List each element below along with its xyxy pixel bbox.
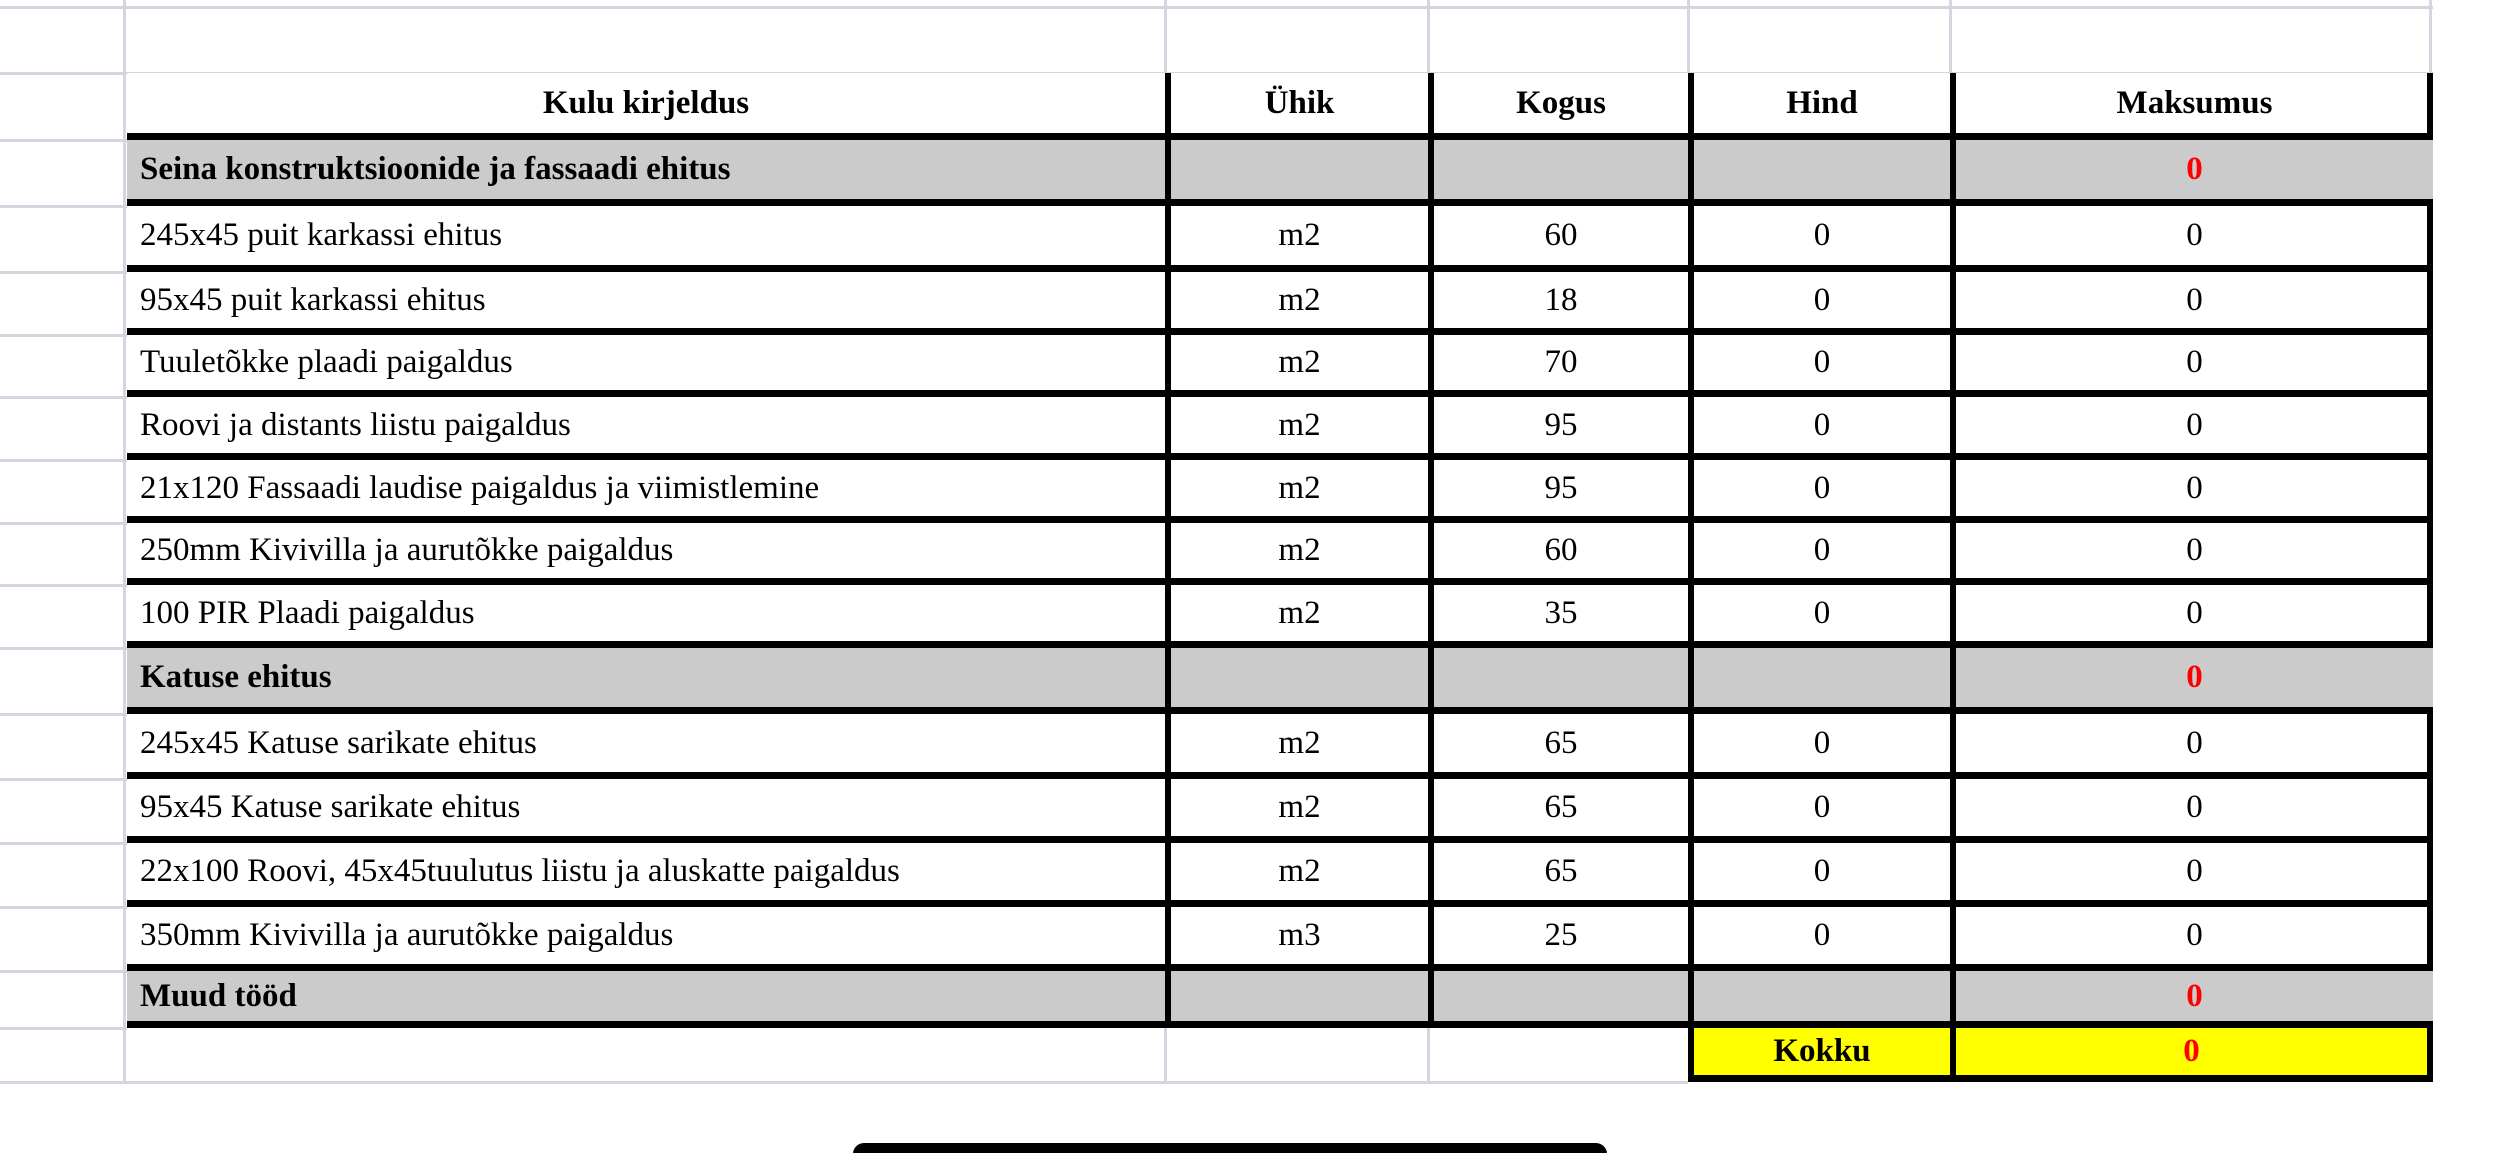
cell-price[interactable]: 0 xyxy=(1688,585,1950,641)
table-row xyxy=(127,843,2433,907)
table-row xyxy=(127,523,2433,585)
cell-total[interactable]: 0 xyxy=(1950,523,2433,578)
gridline-horizontal xyxy=(0,459,127,462)
total-row xyxy=(127,1028,2433,1082)
cell-unit[interactable]: m2 xyxy=(1165,843,1428,900)
cell-total[interactable]: 0 xyxy=(1950,335,2433,390)
cell-total[interactable] xyxy=(1950,971,2433,1021)
cell-description[interactable]: Katuse ehitus xyxy=(127,648,1165,707)
black-rounded-shape xyxy=(853,1143,1607,1153)
cell-unit[interactable]: m2 xyxy=(1165,714,1428,772)
cell-quantity[interactable]: 18 xyxy=(1428,272,1688,328)
section-row xyxy=(127,648,2433,714)
cell-price[interactable]: 0 xyxy=(1688,206,1950,265)
cell-unit[interactable]: m2 xyxy=(1165,523,1428,578)
cell-price[interactable]: 0 xyxy=(1688,460,1950,516)
section-row xyxy=(127,140,2433,206)
section-row xyxy=(127,971,2433,1028)
cell-price[interactable]: 0 xyxy=(1688,779,1950,836)
gridline-vertical xyxy=(123,0,126,1082)
cell-quantity[interactable]: 95 xyxy=(1428,460,1688,516)
gridline-vertical xyxy=(1164,0,1167,73)
cell-description[interactable]: 100 PIR Plaadi paigaldus xyxy=(140,594,475,631)
cell-description[interactable]: 22x100 Roovi, 45x45tuulutus liistu ja aluskatte paigaldus xyxy=(140,853,900,889)
gridline-horizontal xyxy=(0,842,127,845)
cell-price[interactable] xyxy=(1688,648,1950,707)
cell-quantity[interactable]: 60 xyxy=(1428,523,1688,578)
cell-description[interactable]: 95x45 puit karkassi ehitus xyxy=(140,281,486,318)
cell-unit[interactable] xyxy=(1165,648,1428,707)
gridline-horizontal xyxy=(0,396,127,399)
cell-total[interactable]: 0 xyxy=(1950,397,2433,453)
cell-description[interactable]: 95x45 Katuse sarikate ehitus xyxy=(140,789,521,825)
table-row xyxy=(127,272,2433,335)
cell-quantity[interactable]: 25 xyxy=(1428,907,1688,964)
gridline-horizontal xyxy=(0,647,127,650)
cell-total[interactable]: 0 xyxy=(1950,779,2433,836)
cell-unit[interactable]: m2 xyxy=(1165,206,1428,265)
table-row xyxy=(127,585,2433,648)
cell-price[interactable]: 0 xyxy=(1688,272,1950,328)
cell-quantity[interactable]: 65 xyxy=(1428,843,1688,900)
gridline-horizontal xyxy=(0,522,127,525)
gridline-horizontal xyxy=(0,584,127,587)
cell-price[interactable] xyxy=(1688,971,1950,1021)
cell-description[interactable]: 250mm Kivivilla ja aurutõkke paigaldus xyxy=(140,532,674,568)
cell-unit[interactable]: m3 xyxy=(1165,907,1428,964)
cell-total[interactable]: 0 xyxy=(1950,907,2433,964)
cell-quantity[interactable] xyxy=(1428,971,1688,1021)
cell-price[interactable]: 0 xyxy=(1688,843,1950,900)
total-alert-value: 0 xyxy=(2183,1033,2200,1069)
cell-description[interactable]: 245x45 puit karkassi ehitus xyxy=(140,217,503,253)
cell-total[interactable]: 0 xyxy=(1950,843,2433,900)
cell-total[interactable]: 0 xyxy=(1950,272,2433,328)
gridline-horizontal xyxy=(0,334,127,337)
cell-total[interactable] xyxy=(1950,140,2433,199)
cell-quantity[interactable]: 65 xyxy=(1428,714,1688,772)
table-row xyxy=(127,335,2433,397)
cell-unit[interactable] xyxy=(1165,971,1428,1021)
cell-price[interactable]: 0 xyxy=(1688,335,1950,390)
cell-price[interactable]: 0 xyxy=(1688,523,1950,578)
cell-price[interactable] xyxy=(1688,140,1950,199)
cell-quantity[interactable] xyxy=(1428,1028,1688,1082)
gridline-vertical xyxy=(1949,0,1952,73)
table-row xyxy=(127,206,2433,272)
gridline-horizontal xyxy=(0,906,127,909)
cell-quantity[interactable]: 35 xyxy=(1428,585,1688,641)
cell-quantity[interactable]: 60 xyxy=(1428,206,1688,265)
cell-quantity[interactable]: 70 xyxy=(1428,335,1688,390)
table-row xyxy=(127,714,2433,779)
column-header-hind[interactable]: Hind xyxy=(1688,73,1950,133)
cell-description[interactable]: 245x45 Katuse sarikate ehitus xyxy=(140,724,537,761)
cell-unit[interactable]: m2 xyxy=(1165,335,1428,390)
table-row xyxy=(127,779,2433,843)
cell-unit[interactable]: m2 xyxy=(1165,779,1428,836)
table-header-row xyxy=(127,73,2433,140)
cell-total[interactable]: 0 xyxy=(1950,206,2433,265)
gridline-vertical xyxy=(1687,0,1690,73)
gridline-vertical xyxy=(1427,0,1430,73)
gridline-horizontal xyxy=(0,713,127,716)
cell-description[interactable]: Muud tööd xyxy=(127,971,1165,1021)
gridline-horizontal xyxy=(0,1027,127,1030)
cell-unit[interactable]: m2 xyxy=(1165,272,1428,328)
table-row xyxy=(127,907,2433,971)
gridline-horizontal xyxy=(0,778,127,781)
cell-total[interactable]: 0 xyxy=(1950,714,2433,772)
cell-unit[interactable] xyxy=(1165,140,1428,199)
cell-quantity[interactable]: 65 xyxy=(1428,779,1688,836)
cell-quantity[interactable] xyxy=(1428,648,1688,707)
cell-price[interactable]: 0 xyxy=(1688,907,1950,964)
cell-unit[interactable] xyxy=(1165,1028,1428,1082)
cell-total[interactable] xyxy=(1950,648,2433,707)
cell-total[interactable] xyxy=(1950,1028,2433,1082)
cell-description[interactable]: 21x120 Fassaadi laudise paigaldus ja viimistlemine xyxy=(140,469,820,506)
column-header-maksumus[interactable]: Maksumus xyxy=(1950,73,2433,133)
cell-unit[interactable]: m2 xyxy=(1165,585,1428,641)
gridline-horizontal xyxy=(0,6,2433,9)
total-alert-value: 0 xyxy=(2186,977,2203,1014)
cell-description[interactable] xyxy=(127,1028,1165,1082)
gridline-horizontal xyxy=(0,139,127,142)
cell-unit[interactable]: m2 xyxy=(1165,397,1428,453)
cell-price[interactable]: Kokku xyxy=(1688,1028,1950,1082)
column-header-kogus[interactable]: Kogus xyxy=(1428,73,1688,133)
table-row xyxy=(127,460,2433,523)
cell-quantity[interactable] xyxy=(1428,140,1688,199)
gridline-horizontal xyxy=(0,205,127,208)
column-header-uhik[interactable]: Ühik xyxy=(1165,73,1428,133)
cell-description[interactable]: Roovi ja distants liistu paigaldus xyxy=(140,406,571,443)
gridline-vertical xyxy=(2429,0,2432,73)
cell-price[interactable]: 0 xyxy=(1688,714,1950,772)
cell-total[interactable]: 0 xyxy=(1950,585,2433,641)
cell-description[interactable]: 350mm Kivivilla ja aurutõkke paigaldus xyxy=(140,917,674,953)
cell-description[interactable]: Seina konstruktsioonide ja fassaadi ehitus xyxy=(127,140,1165,199)
cell-description[interactable]: Tuuletõkke plaadi paigaldus xyxy=(140,344,513,380)
cell-unit[interactable]: m2 xyxy=(1165,460,1428,516)
cell-price[interactable]: 0 xyxy=(1688,397,1950,453)
column-header-kulu-kirjeldus[interactable]: Kulu kirjeldus xyxy=(542,84,750,121)
gridline-horizontal xyxy=(0,970,127,973)
total-alert-value: 0 xyxy=(2186,659,2203,695)
cost-estimate-table xyxy=(127,73,2433,1082)
table-row xyxy=(127,397,2433,460)
cell-quantity[interactable]: 95 xyxy=(1428,397,1688,453)
cell-total[interactable]: 0 xyxy=(1950,460,2433,516)
gridline-horizontal xyxy=(0,271,127,274)
total-alert-value: 0 xyxy=(2186,151,2203,187)
